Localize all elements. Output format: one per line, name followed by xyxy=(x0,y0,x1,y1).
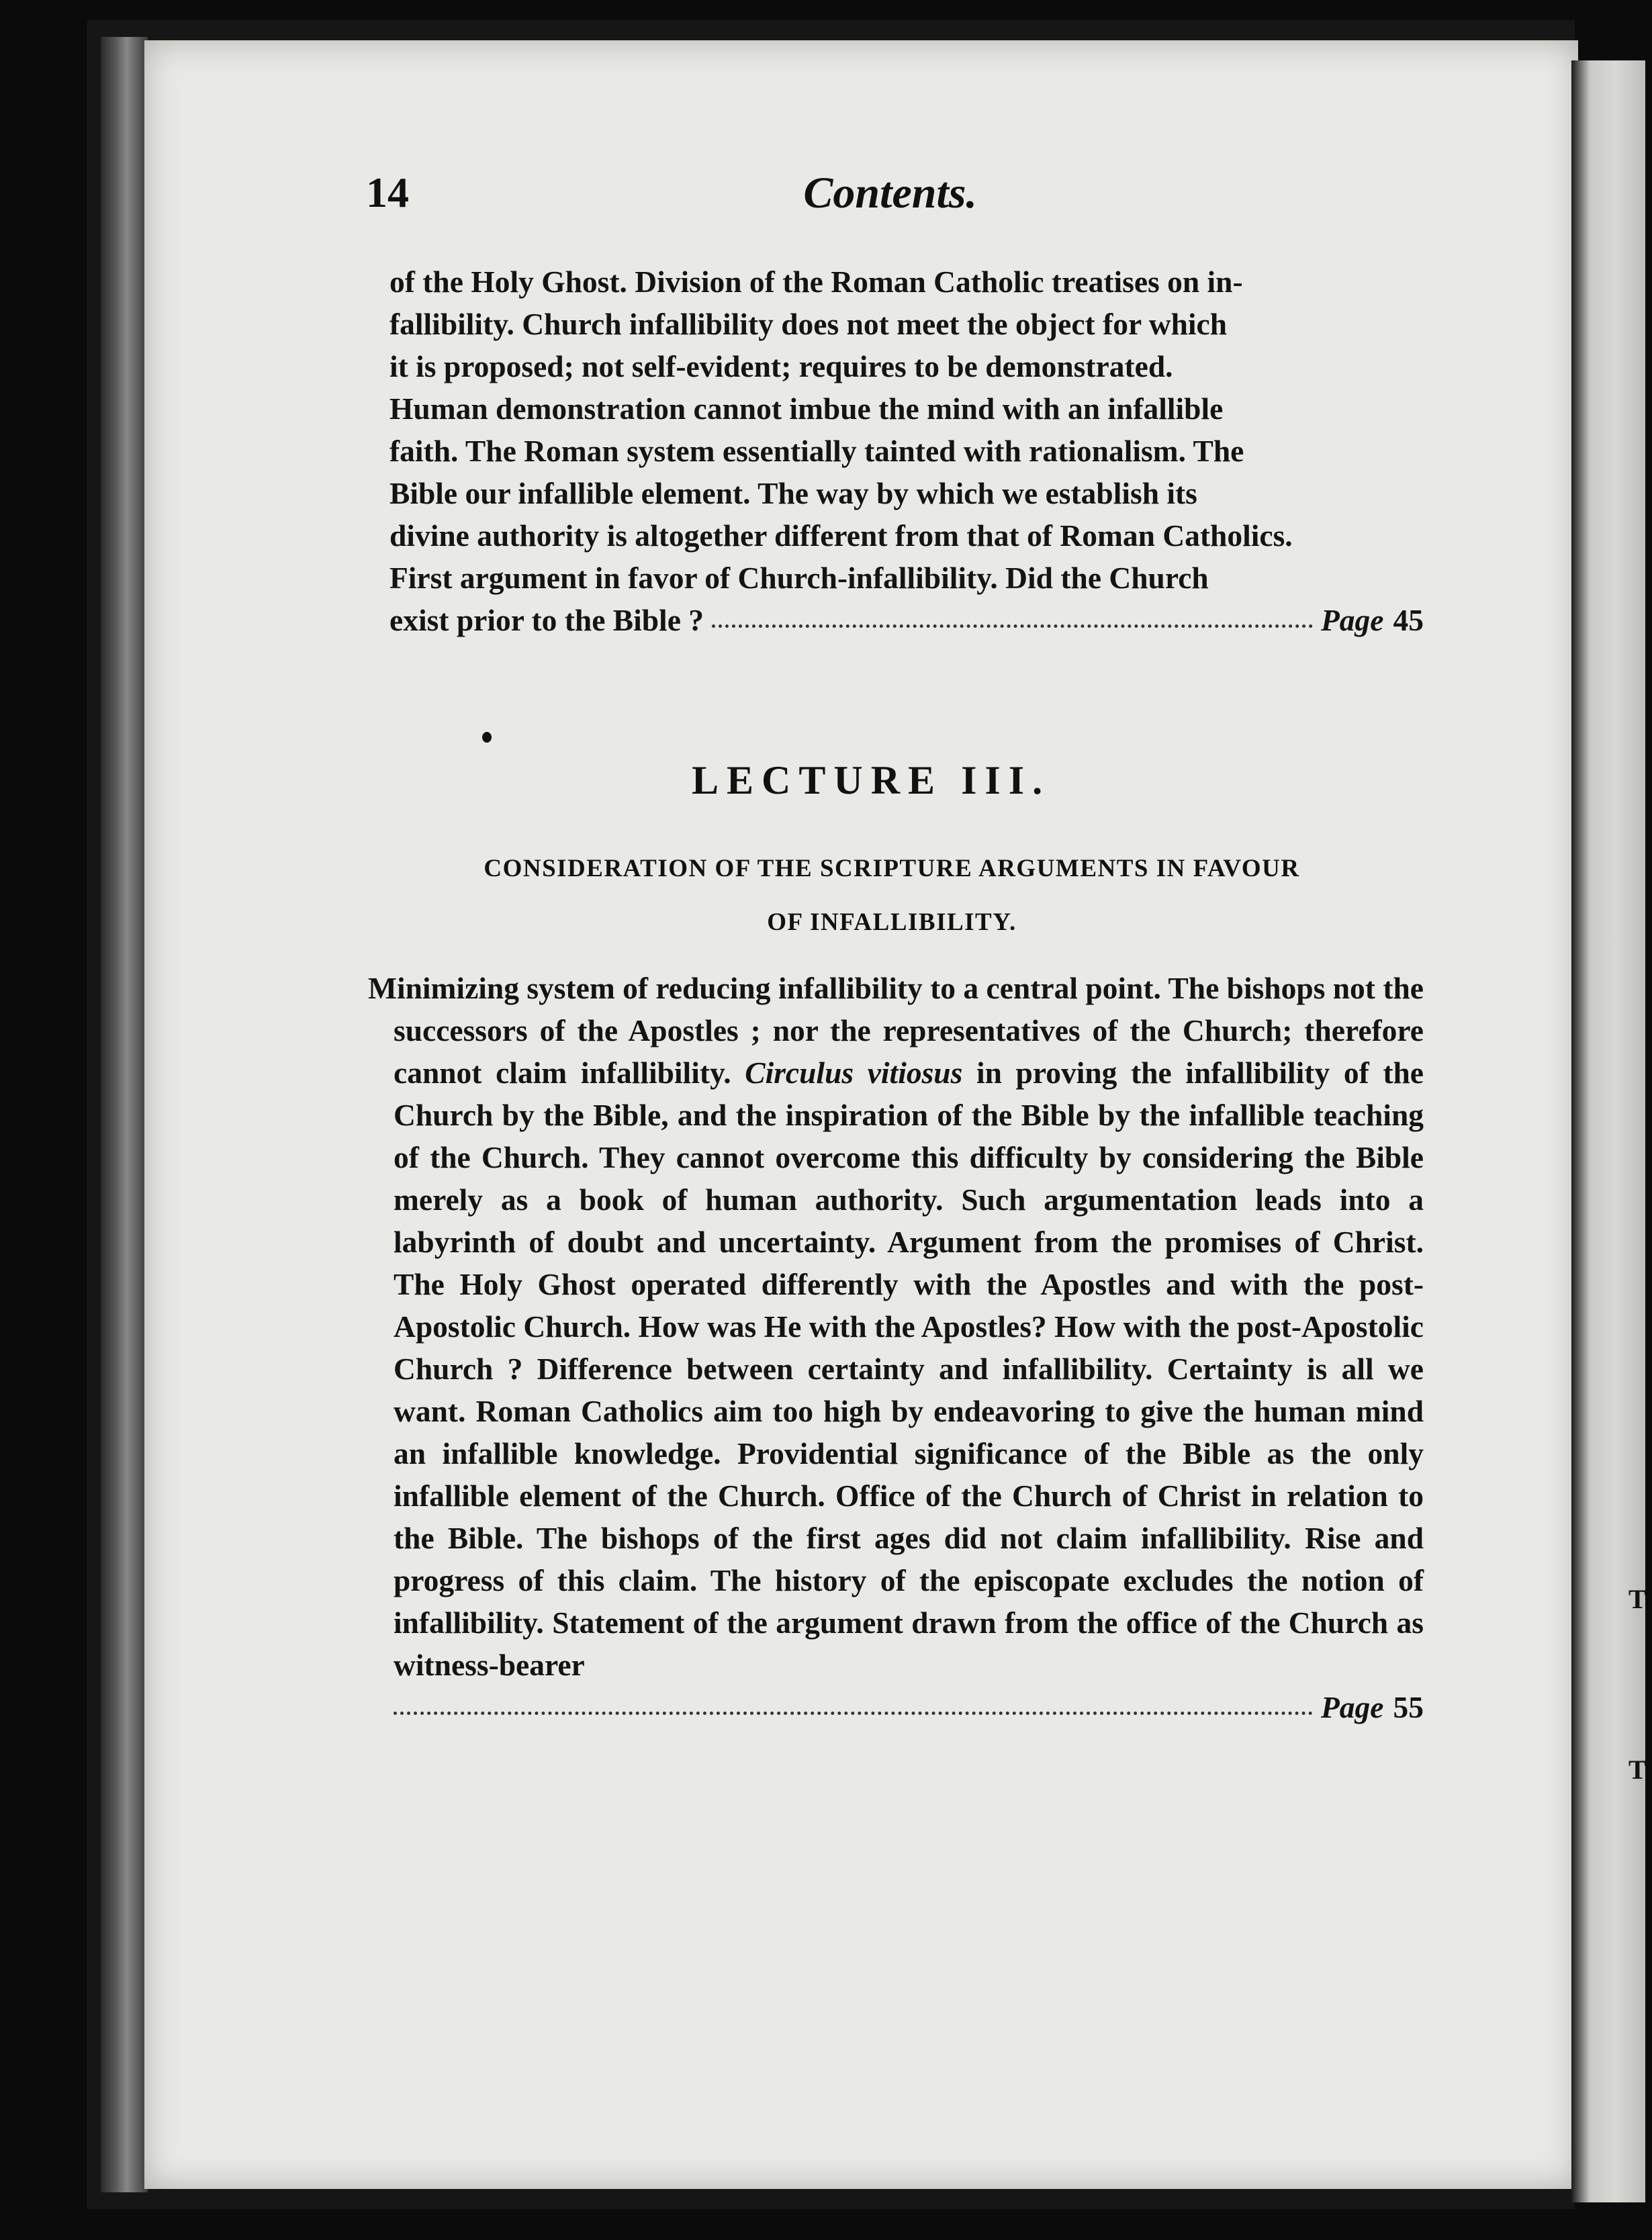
subheading-line: OF INFALLIBILITY. xyxy=(767,908,1017,936)
adjacent-page-letter: T xyxy=(1628,1755,1647,1785)
page-header xyxy=(366,168,977,222)
running-head: Contents. xyxy=(803,169,977,218)
page-ref-number: 55 xyxy=(1393,1690,1424,1724)
entry-text-part: in proving the infallibility of the Church by the Bible, and the inspiration of the Bible by the infallible teaching of the Church. They cannot overcome this difficulty by considering the Bible merely as a book of human authority. Such argumentation leads into a labyrinth of doubt and uncertainty. Argument from the promises of Christ. The Holy Ghost operated differently with the Apostles and with the post-Apostolic Church. How was He with the Apostles? How with the post-Apostolic Church ? Difference between certainty and infallibility. Certainty is all we want. Roman Catholics aim too high by endeavoring to give the human mind an infallible knowledge. Providential significance of the Bible as the only infallible element of the Church. Office of the Church of Christ in relation to the Bible. The bishops of the first ages did not claim infallibility. Rise and progress of this claim. The history of the episcopate excludes the notion of infallibility. Statement of the argument drawn from the office of the Church as witness-bearer xyxy=(394,1056,1424,1682)
contents-entry-lecture-3 xyxy=(368,967,1424,1728)
page-ref-number: 45 xyxy=(1393,603,1424,637)
text-line: Bible our infallible element. The way by which we establish its xyxy=(389,476,1197,510)
text-line: divine authority is altogether different from that of Roman Catholics. xyxy=(389,518,1293,553)
dot-leader xyxy=(394,1712,1313,1715)
entry-text xyxy=(368,967,1424,1686)
latin-phrase: Circulus vitiosus xyxy=(745,1056,963,1090)
page-label: Page xyxy=(1321,603,1384,637)
text-line: fallibility. Church infallibility does not meet the object for which xyxy=(389,307,1228,341)
subheading-line: CONSIDERATION OF THE SCRIPTURE ARGUMENTS IN FAVOUR xyxy=(484,855,1300,882)
text-line: of the Holy Ghost. Division of the Roman Catholic treatises on in- xyxy=(389,265,1243,299)
page-reference-line xyxy=(389,599,1424,641)
page-number: 14 xyxy=(366,169,409,216)
text-line: faith. The Roman system essentially tainted with rationalism. The xyxy=(389,434,1244,468)
lecture-heading: LECTURE III. xyxy=(692,758,1051,802)
entry-text-part: Minimizing system of reducing infallibility to a central point. The bishops not the successors of the Apostles ; nor the representatives of the Church; therefore cannot claim infallibility. xyxy=(368,971,1424,1090)
page-label: Page xyxy=(1321,1690,1384,1724)
ink-speck xyxy=(482,732,492,743)
text-line: it is proposed; not self-evident; requires to be demonstrated. xyxy=(389,349,1173,383)
contents-entry-lecture-2 xyxy=(389,261,1424,641)
page-reference-line xyxy=(368,1686,1424,1728)
adjacent-page-letter: T xyxy=(1628,1584,1647,1614)
text-line: Human demonstration cannot imbue the mind with an infallible xyxy=(389,391,1224,426)
book-edge-left xyxy=(101,37,148,2192)
text-line: First argument in favor of Church-infallibility. Did the Church xyxy=(389,561,1209,595)
text-line: exist prior to the Bible ? xyxy=(389,603,704,637)
adjacent-page-edge xyxy=(1571,60,1645,2202)
dot-leader xyxy=(712,624,1313,628)
lecture-subheading xyxy=(361,842,1422,949)
